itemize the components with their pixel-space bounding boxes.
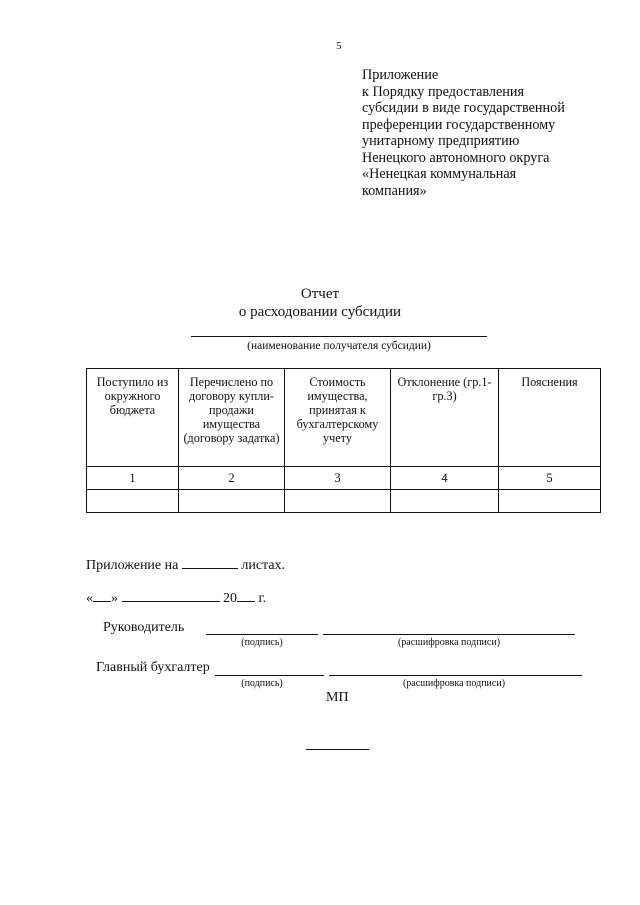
table-header-row [87,369,601,467]
head-signature-line [206,634,318,635]
table-cell [285,490,391,513]
accountant-decode-line [329,675,582,676]
recipient-caption: (наименование получателя субсидии) [247,340,431,352]
header-received: Поступило из окружного бюджета [87,369,179,467]
table-cell [87,490,179,513]
date-suffix: г. [258,591,267,606]
accountant-decode-caption: (расшифровка подписи) [402,678,506,689]
sheets-blank [182,556,238,569]
appendix-note [362,67,622,199]
stamp-place: МП [326,690,349,705]
appendix-note-line: компания» [362,182,427,199]
date-open-quote: « [86,591,93,606]
header-transferred: Перечислено по договору купли-продажи имущества (договору задатка) [179,369,285,467]
column-number: 4 [391,467,499,490]
sheets-prefix: Приложение на [86,558,179,573]
recipient-name-line [191,336,487,337]
appendix-note-line: Ненецкого автономного округа [362,149,550,166]
appendix-note-line: к Порядку предоставления [362,83,524,100]
accountant-signature-caption: (подпись) [241,678,283,689]
accountant-label: Главный бухгалтер [96,660,210,675]
table-cell [499,490,601,513]
appendix-note-line: преференции государственному [362,116,556,133]
appendix-note-line: унитарному предприятию [362,133,520,149]
column-number: 2 [179,467,285,490]
year-blank [237,589,255,602]
head-signature-caption: (подпись) [241,637,283,648]
sheets-count-line [86,556,285,574]
table-number-row [87,467,601,490]
page-number: 5 [336,40,342,52]
head-decode-line [323,634,575,635]
report-table [86,368,601,513]
date-close-quote: » [111,591,118,606]
month-blank [122,589,220,602]
header-property-value: Стоимость имущества, принятая к бухгалтерскому учету [285,369,391,467]
accountant-signature-line [215,675,324,676]
table-cell [391,490,499,513]
head-label: Руководитель [103,620,185,635]
report-title: Отчет [300,286,340,302]
day-blank [93,589,111,602]
date-year: 20 [223,591,237,606]
column-number: 5 [499,467,601,490]
header-explanations: Пояснения [499,369,601,467]
appendix-note-line: Приложение [362,67,439,83]
appendix-note-line: субсидии в виде государственной [362,100,565,116]
table-row [87,490,601,513]
end-line [306,749,369,750]
sheets-suffix: листах. [241,558,286,573]
report-subtitle: о расходовании субсидии [238,304,402,320]
report-heading [0,285,640,321]
date-line [86,589,266,607]
column-number: 3 [285,467,391,490]
column-number: 1 [87,467,179,490]
appendix-note-line: «Ненецкая коммунальная [362,166,517,182]
head-decode-caption: (расшифровка подписи) [397,637,501,648]
header-deviation: Отклонение (гр.1-гр.3) [391,369,499,467]
table-cell [179,490,285,513]
